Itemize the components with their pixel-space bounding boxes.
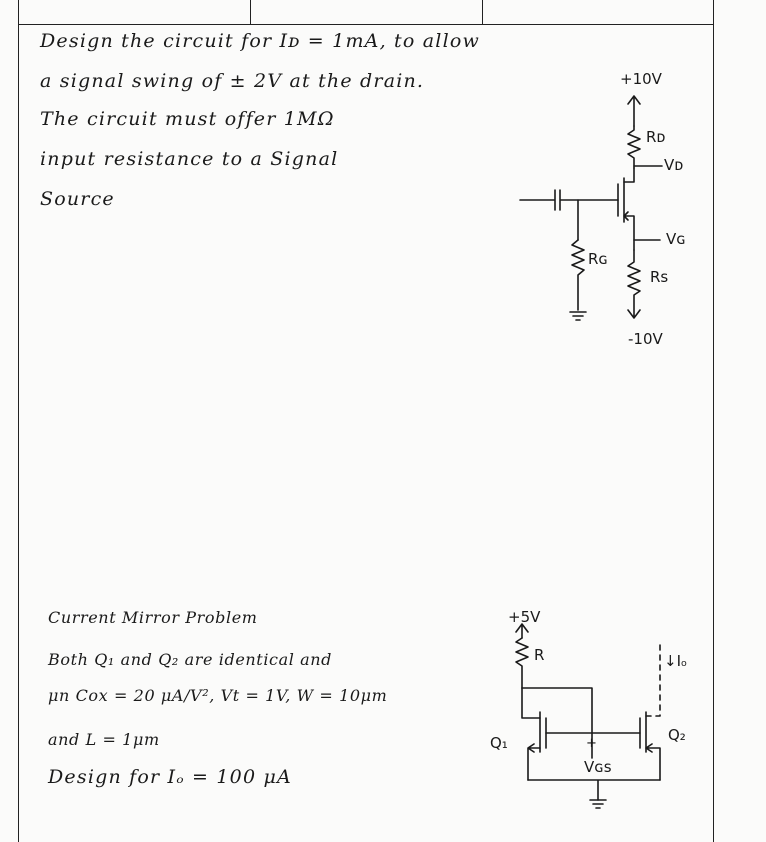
vd-label: Vᴅ	[664, 156, 684, 174]
q2-source-wire	[646, 744, 660, 780]
vss-label: -10V	[628, 330, 663, 348]
rs-resistor-icon	[628, 250, 640, 318]
problem2-line-3: μn Cox = 20 μA/V², Vt = 1V, W = 10μm	[48, 686, 388, 705]
problem2-line-2: Both Q₁ and Q₂ are identical and	[48, 650, 333, 669]
vdd2-arrow-icon	[516, 624, 528, 638]
q1-mosfet-icon	[540, 712, 546, 752]
q2-drain-wire	[646, 640, 660, 716]
rd-label: Rᴅ	[646, 128, 666, 146]
ground2-icon	[590, 800, 606, 808]
drain-wire	[624, 168, 634, 182]
problem1-line-1: Design the circuit for Iᴅ = 1mA, to allow	[40, 30, 480, 52]
problem1-line-2: a signal swing of ± 2V at the drain.	[40, 70, 425, 92]
io-label: ↓Iₒ	[664, 652, 688, 670]
coupling-capacitor-icon	[520, 190, 618, 210]
mosfet-icon	[618, 178, 624, 222]
gate-tie-wire	[522, 688, 592, 742]
problem1-line-4: input resistance to a Signal	[40, 148, 339, 170]
vdd2-label: +5V	[508, 608, 541, 626]
q1-label: Q₁	[490, 734, 508, 752]
q2-label: Q₂	[668, 726, 686, 744]
q2-mosfet-icon	[640, 712, 646, 752]
r-resistor-icon	[516, 638, 528, 688]
rs-label: Rs	[650, 268, 669, 286]
vdd-arrow-icon	[628, 96, 640, 126]
problem1-line-5: Source	[40, 188, 115, 210]
source-wire	[624, 212, 634, 250]
problem2-line-1: Current Mirror Problem	[48, 608, 258, 627]
vg-label: Vɢ	[666, 230, 686, 248]
bottom-rail-wire	[528, 780, 660, 800]
problem2-line-4: and L = 1μm	[48, 730, 160, 749]
r-label: R	[534, 646, 545, 664]
rg-resistor-icon	[572, 240, 584, 310]
q1-drain-wire	[522, 688, 540, 718]
problem2-line-5: Design for Iₒ = 100 μA	[48, 766, 292, 788]
problem1-line-3: The circuit must offer 1MΩ	[40, 108, 335, 130]
ground-icon	[570, 312, 586, 320]
rg-label: Rɢ	[588, 250, 608, 268]
rd-resistor-icon	[628, 126, 640, 168]
vgs-label: Vɢs	[584, 758, 612, 776]
vdd-label: +10V	[620, 70, 662, 88]
vgs-plus-label: +	[586, 736, 597, 751]
q1-source-wire	[528, 744, 540, 780]
